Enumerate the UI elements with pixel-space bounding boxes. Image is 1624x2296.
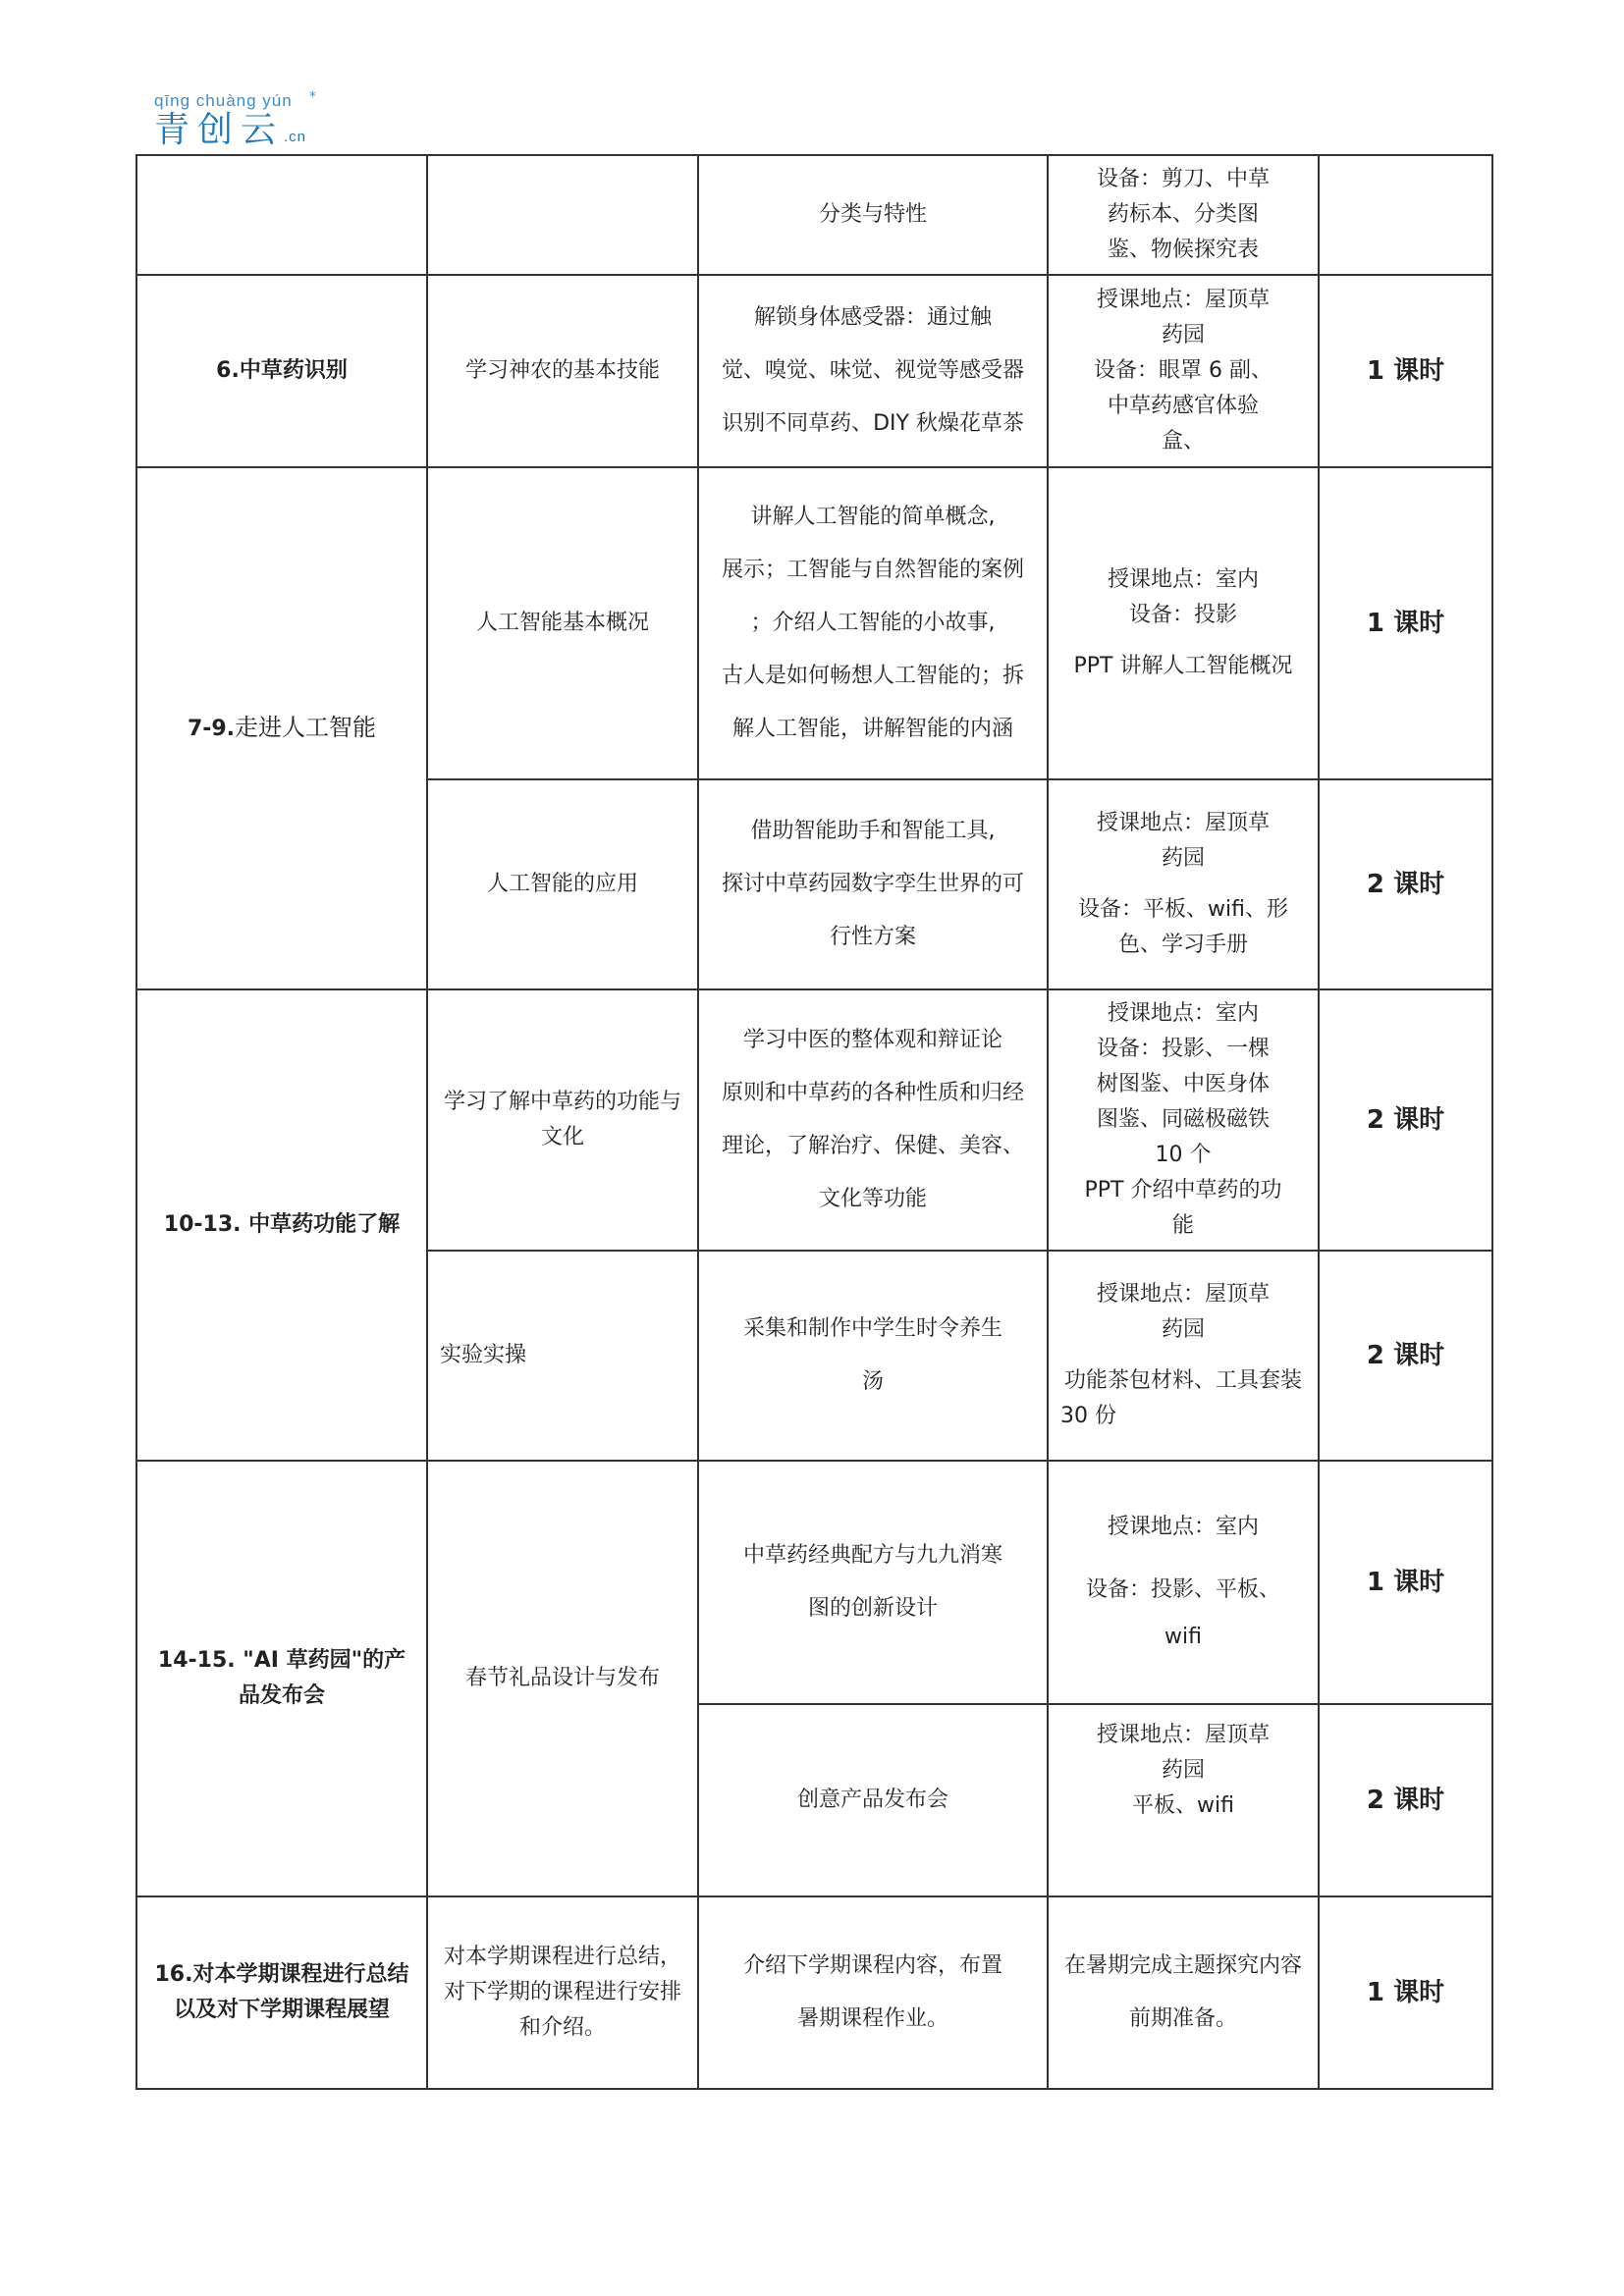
table-row bbox=[136, 1896, 1492, 2089]
activity-line: 文化等功能 bbox=[818, 1187, 927, 1211]
table-row bbox=[136, 467, 1492, 779]
resource-line: 授课地点：室内 bbox=[1107, 1001, 1259, 1026]
activity-line: 识别不同草药、DIY 秋燥花草茶 bbox=[722, 411, 1024, 436]
resource-line: 设备：剪刀、中草 bbox=[1096, 167, 1270, 191]
resources-cell bbox=[1048, 1704, 1319, 1896]
resource-line: 药园 bbox=[1161, 1317, 1205, 1342]
hours-cell: 1 课时 bbox=[1319, 1461, 1492, 1704]
resource-line: 药园 bbox=[1161, 323, 1205, 347]
logo-pinyin: qīng chuàng yún bbox=[154, 91, 293, 110]
activity-line: 理论，了解治疗、保健、美容、 bbox=[721, 1134, 1024, 1158]
resource-line: 设备：投影、平板、 bbox=[1085, 1577, 1280, 1602]
activity-line: 创意产品发布会 bbox=[796, 1788, 948, 1812]
logo bbox=[154, 89, 316, 150]
resources-cell bbox=[1048, 779, 1319, 989]
activity-cell bbox=[698, 467, 1048, 779]
resource-line: 授课地点：屋顶草 bbox=[1096, 811, 1270, 835]
activity-cell bbox=[698, 989, 1048, 1251]
resource-line: 功能茶包材料、工具套装 bbox=[1063, 1368, 1302, 1393]
resource-line: 授课地点：屋顶草 bbox=[1096, 1723, 1270, 1747]
activity-cell bbox=[698, 779, 1048, 989]
activity-line: 中草药经典配方与九九消寒 bbox=[742, 1543, 1002, 1568]
resource-line: 药标本、分类图 bbox=[1107, 202, 1259, 227]
content-cell: 实验实操 bbox=[427, 1251, 698, 1461]
hours-cell: 1 课时 bbox=[1319, 467, 1492, 779]
spacer bbox=[1060, 633, 1306, 649]
resource-line: wifi bbox=[1164, 1625, 1202, 1649]
hours-cell: 2 课时 bbox=[1319, 1251, 1492, 1461]
course-plan-table bbox=[135, 154, 1493, 2090]
activity-line: 解锁身体感受器：通过触 bbox=[753, 305, 992, 330]
resource-line: 设备：平板、wifi、形 bbox=[1078, 897, 1288, 922]
logo-star-icon: * bbox=[309, 89, 316, 105]
hours-cell: 1 课时 bbox=[1319, 1896, 1492, 2089]
content-cell bbox=[427, 155, 698, 275]
hours-cell: 2 课时 bbox=[1319, 989, 1492, 1251]
resource-line: 设备：投影 bbox=[1128, 603, 1237, 627]
resource-line: 树图鉴、中医身体 bbox=[1096, 1072, 1270, 1096]
content-cell: 人工智能基本概况 bbox=[427, 467, 698, 779]
resource-line: 前期准备。 bbox=[1128, 2006, 1237, 2031]
activity-line: 探讨中草药园数字孪生世界的可 bbox=[721, 872, 1024, 896]
table-row bbox=[136, 1461, 1492, 1704]
content-cell: 学习神农的基本技能 bbox=[427, 275, 698, 467]
resource-line: 授课地点：室内 bbox=[1107, 1515, 1259, 1539]
hours-cell: 2 课时 bbox=[1319, 779, 1492, 989]
activity-line: 解人工智能，讲解智能的内涵 bbox=[731, 717, 1013, 741]
spacer bbox=[1060, 1824, 1306, 1883]
activity-line: 行性方案 bbox=[829, 925, 916, 949]
logo-tld: .cn bbox=[284, 129, 307, 145]
activity-line: 图的创新设计 bbox=[807, 1596, 938, 1621]
hours-cell: 2 课时 bbox=[1319, 1704, 1492, 1896]
resource-line: 设备：投影、一棵 bbox=[1096, 1037, 1270, 1061]
spacer bbox=[1060, 1348, 1306, 1363]
topic-cell: 16.对本学期课程进行总结以及对下学期课程展望 bbox=[136, 1896, 427, 2089]
resource-line: 授课地点：室内 bbox=[1107, 567, 1259, 592]
topic-title: 走进人工智能 bbox=[235, 714, 377, 741]
topic-cell bbox=[136, 155, 427, 275]
resource-line: 能 bbox=[1171, 1213, 1194, 1238]
activity-line: ；介绍人工智能的小故事, bbox=[750, 611, 996, 635]
activity-cell bbox=[698, 1251, 1048, 1461]
activity-line: 采集和制作中学生时令养生 bbox=[742, 1316, 1002, 1341]
resource-line: 平板、wifi bbox=[1132, 1793, 1234, 1818]
activity-cell bbox=[698, 1704, 1048, 1896]
activity-cell bbox=[698, 275, 1048, 467]
activity-line: 分类与特性 bbox=[818, 202, 927, 227]
resources-cell bbox=[1048, 1896, 1319, 2089]
table-row bbox=[136, 275, 1492, 467]
topic-cell: 10-13. 中草药功能了解 bbox=[136, 989, 427, 1461]
topic-number: 7-9. bbox=[187, 717, 236, 741]
hours-cell bbox=[1319, 155, 1492, 275]
activity-line: 古人是如何畅想人工智能的；拆 bbox=[721, 664, 1024, 688]
resource-line: PPT 讲解人工智能概况 bbox=[1073, 654, 1293, 678]
activity-line: 学习中医的整体观和辩证论 bbox=[742, 1028, 1002, 1052]
activity-line: 讲解人工智能的简单概念, bbox=[750, 505, 996, 529]
content-cell: 学习了解中草药的功能与文化 bbox=[427, 989, 698, 1251]
activity-line: 介绍下学期课程内容，布置 bbox=[742, 1953, 1002, 1978]
resource-line: PPT 介绍中草药的功 bbox=[1084, 1178, 1282, 1202]
table-row bbox=[136, 155, 1492, 275]
resource-line: 30 份 bbox=[1060, 1404, 1116, 1428]
activity-line: 借助智能助手和智能工具, bbox=[750, 819, 996, 843]
resource-line: 鉴、物候探究表 bbox=[1107, 238, 1259, 262]
resource-line: 设备：眼罩 6 副、 bbox=[1094, 358, 1272, 383]
activity-line: 觉、嗅觉、味觉、视觉等感受器 bbox=[721, 358, 1024, 383]
topic-cell: 6.中草药识别 bbox=[136, 275, 427, 467]
activity-cell bbox=[698, 155, 1048, 275]
resource-line: 在暑期完成主题探究内容 bbox=[1063, 1953, 1302, 1978]
resources-cell bbox=[1048, 1251, 1319, 1461]
activity-line: 汤 bbox=[861, 1369, 884, 1394]
resources-cell bbox=[1048, 155, 1319, 275]
resource-line: 授课地点：屋顶草 bbox=[1096, 1282, 1270, 1307]
topic-cell bbox=[136, 467, 427, 989]
content-cell: 春节礼品设计与发布 bbox=[427, 1461, 698, 1896]
resource-line: 盒、 bbox=[1161, 429, 1205, 454]
activity-line: 暑期课程作业。 bbox=[796, 2006, 948, 2031]
table-row bbox=[136, 989, 1492, 1251]
topic-cell: 14-15. "AI 草药园"的产品发布会 bbox=[136, 1461, 427, 1896]
activity-line: 展示；工智能与自然智能的案例 bbox=[721, 558, 1024, 582]
logo-name: 青创云 bbox=[154, 110, 285, 150]
resource-line: 药园 bbox=[1161, 846, 1205, 871]
resource-line: 10 个 bbox=[1155, 1143, 1212, 1167]
content-cell: 人工智能的应用 bbox=[427, 779, 698, 989]
hours-cell: 1 课时 bbox=[1319, 275, 1492, 467]
resources-cell bbox=[1048, 1461, 1319, 1704]
spacer bbox=[1060, 877, 1306, 892]
activity-line: 原则和中草药的各种性质和归经 bbox=[721, 1081, 1024, 1105]
resources-cell bbox=[1048, 989, 1319, 1251]
activity-cell bbox=[698, 1896, 1048, 2089]
spacer bbox=[1060, 1551, 1306, 1567]
content-cell: 对本学期课程进行总结，对下学期的课程进行安排和介绍。 bbox=[427, 1896, 698, 2089]
resource-line: 中草药感官体验 bbox=[1107, 394, 1259, 418]
resource-line: 授课地点：屋顶草 bbox=[1096, 288, 1270, 312]
resources-cell bbox=[1048, 467, 1319, 779]
resources-cell bbox=[1048, 275, 1319, 467]
resource-line: 图鉴、同磁极磁铁 bbox=[1096, 1107, 1270, 1132]
resource-line: 色、学习手册 bbox=[1117, 933, 1248, 957]
resource-line: 药园 bbox=[1161, 1758, 1205, 1783]
activity-cell bbox=[698, 1461, 1048, 1704]
